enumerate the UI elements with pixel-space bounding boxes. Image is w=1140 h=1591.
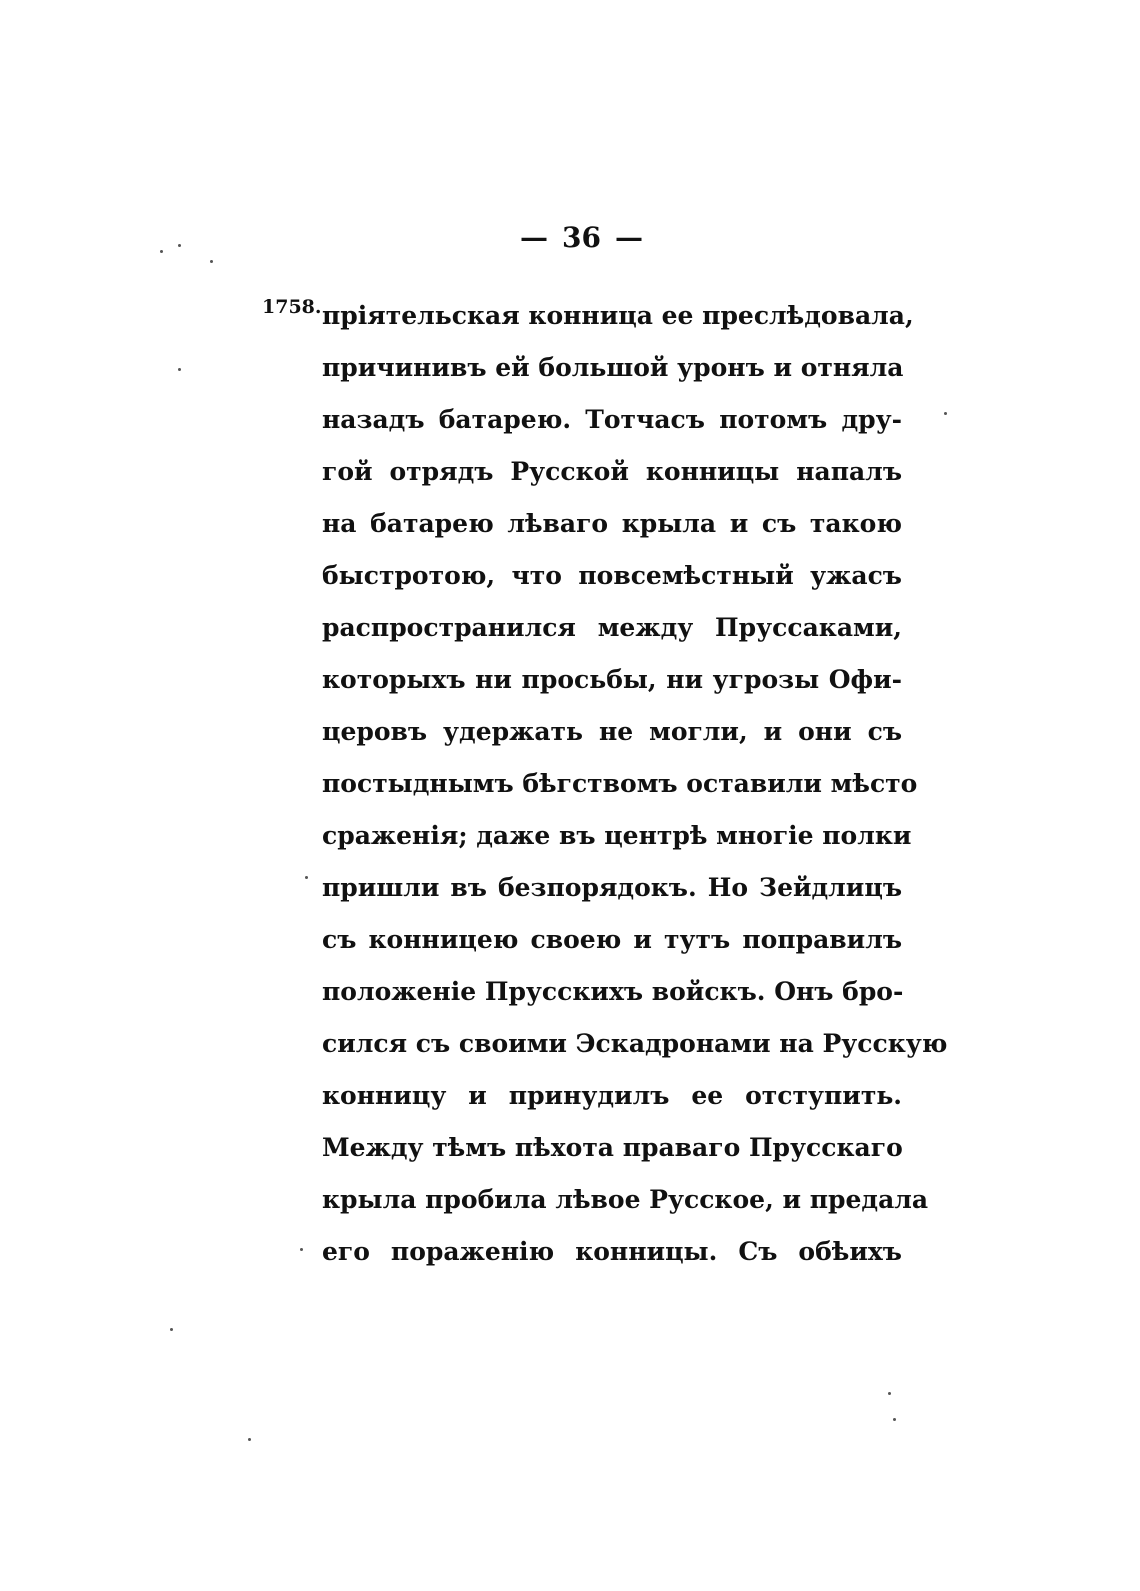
text-line: на батарею лѣваго крыла и съ такою [322, 509, 902, 538]
scan-speck [944, 412, 947, 415]
scan-speck [170, 1328, 173, 1331]
text-line: назадъ батарею. Тотчасъ потомъ дру- [322, 405, 902, 434]
text-line: положеніе Прусскихъ войскъ. Онъ бро- [322, 977, 904, 1006]
text-line: конницу и принудилъ ее отступить. [322, 1081, 902, 1110]
text-line: его пораженію конницы. Съ обѣихъ [322, 1237, 902, 1266]
text-line: распространился между Пруссаками, [322, 613, 902, 642]
text-line: сраженія; даже въ центрѣ многіе полки [322, 821, 912, 850]
text-line: пришли въ безпорядокъ. Но Зейдлицъ [322, 873, 902, 902]
scan-speck [305, 876, 308, 879]
scan-speck [893, 1418, 896, 1421]
scan-speck [248, 1438, 251, 1441]
text-line: которыхъ ни просьбы, ни угрозы Офи- [322, 665, 902, 694]
scan-speck [160, 250, 163, 253]
left-dash: — [520, 220, 548, 254]
text-line: церовъ удержать не могли, и они съ [322, 717, 902, 746]
text-line: постыднымъ бѣгствомъ оставили мѣсто [322, 769, 918, 798]
text-line: Между тѣмъ пѣхота праваго Прусскаго [322, 1133, 903, 1162]
scan-speck [178, 244, 181, 247]
text-line: крыла пробила лѣвое Русское, и предала [322, 1185, 929, 1214]
text-line: гой отрядъ Русской конницы напалъ [322, 457, 902, 486]
page-number: 36 [562, 220, 601, 254]
scan-speck [178, 368, 181, 371]
scan-speck [210, 260, 213, 263]
text-line: съ конницею своею и тутъ поправилъ [322, 925, 902, 954]
page-number-line [520, 212, 720, 262]
margin-year-note: 1758. [262, 296, 322, 318]
scan-speck [300, 1248, 303, 1251]
text-line: причинивъ ей большой уронъ и отняла [322, 353, 904, 382]
text-line: сился съ своими Эскадронами на Русскую [322, 1029, 948, 1058]
text-line: быстротою, что повсемѣстный ужасъ [322, 561, 902, 590]
right-dash: — [614, 220, 643, 254]
body-text [322, 290, 948, 1278]
scan-speck [888, 1392, 891, 1395]
text-line: пріятельская конница ее преслѣдовала, [322, 301, 914, 330]
